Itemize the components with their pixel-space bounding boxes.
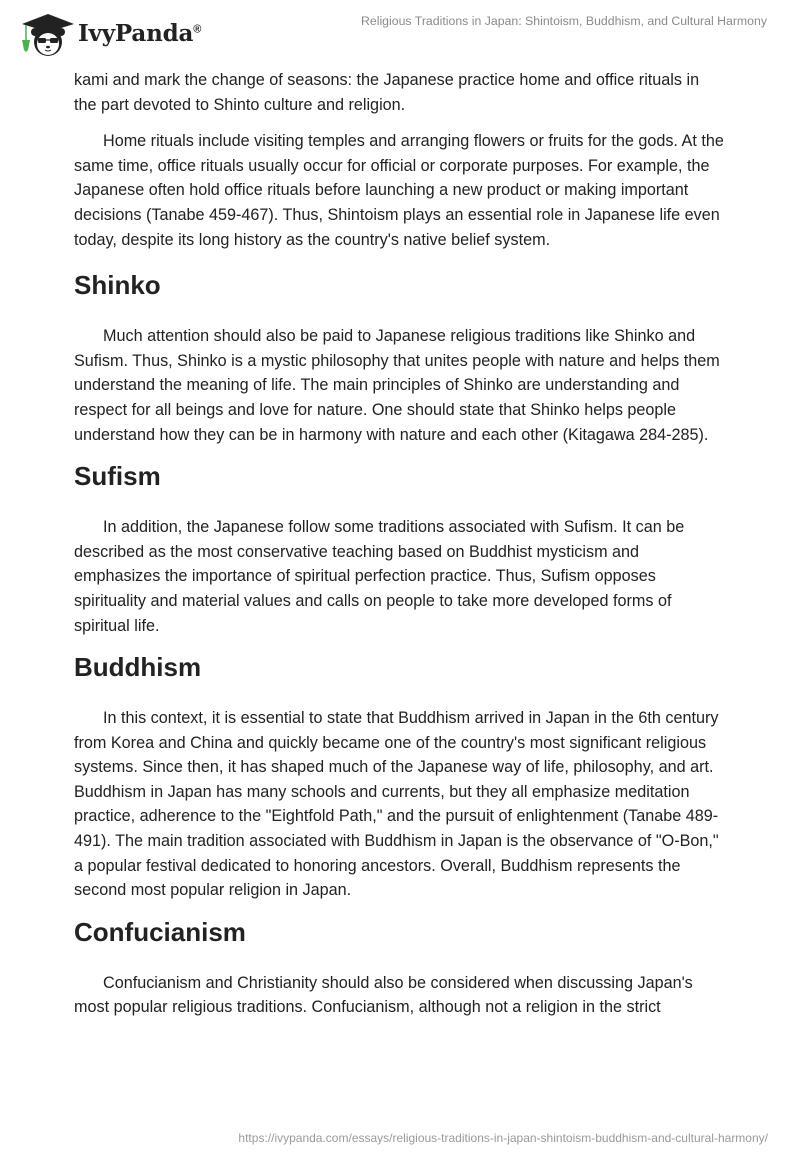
document-title: Religious Traditions in Japan: Shintoism, Buddhism, and Cultural Harmony <box>361 14 767 28</box>
ivypanda-logo[interactable] <box>18 8 201 58</box>
section-heading-confucianism: Confucianism <box>74 916 246 947</box>
section-heading-buddhism: Buddhism <box>74 652 202 683</box>
page-header <box>0 0 800 60</box>
paragraph: kami and mark the change of seasons: the Japanese practice home and office rituals in the part devoted to Shinto culture and religion. <box>74 71 700 114</box>
paragraph: In this context, it is essential to state that Buddhism arrived in Japan in the 6th century from Korea and China and quickly became one of the country's most significant religious systems. Since then, it has shaped much of the Japanese way of life, philosophy, and art. Buddhism in Japan has many schools and currents, but they all emphasize meditation practice, adherence to the "Eightfold Path," and the pursuit of enlightenment (Tanabe 489-491). The main tradition associated with Buddhism in Japan is the observance of "O-Bon," a popular festival dedicated to honoring ancestors. Overall, Buddhism represents the second most popular religion in Japan. <box>74 709 719 900</box>
paragraph: In addition, the Japanese follow some traditions associated with Sufism. It can be described as the most conservative teaching based on Buddhist mysticism and emphasizes the importance of spiritual perfection practice. Thus, Sufism opposes spirituality and material values and calls on people to take more developed forms of spiritual life. <box>74 518 685 635</box>
panda-graduate-icon <box>18 8 76 58</box>
essay-body <box>74 68 724 1032</box>
section-heading-sufism: Sufism <box>74 461 161 492</box>
section-heading-shinko: Shinko <box>74 270 161 301</box>
paragraph: Confucianism and Christianity should also be considered when discussing Japan's most popular religious traditions. Confucianism, although not a religion in the strict <box>74 973 693 1017</box>
paragraph: Much attention should also be paid to Japanese religious traditions like Shinko and Sufism. Thus, Shinko is a mystic philosophy that unites people with nature and helps them understand the meaning of life. The main principles of Shinko are understanding and respect for all beings and love for nature. One should state that Shinko helps people understand how they can be in harmony with nature and each other (Kitagawa 284-285). <box>74 327 720 444</box>
source-url[interactable]: https://ivypanda.com/essays/religious-traditions-in-japan-shintoism-buddhism-and-cultural-harmony/ <box>238 1131 768 1145</box>
brand-name: IvyPanda® <box>78 19 202 47</box>
paragraph: Home rituals include visiting temples and arranging flowers or fruits for the gods. At the same time, office rituals usually occur for official or corporate purposes. For example, the Japanese often hold office rituals before launching a new product or making important decisions (Tanabe 459-467). Thus, Shintoism plays an essential role in Japanese life even today, despite its long history as the country's native belief system. <box>74 132 724 249</box>
